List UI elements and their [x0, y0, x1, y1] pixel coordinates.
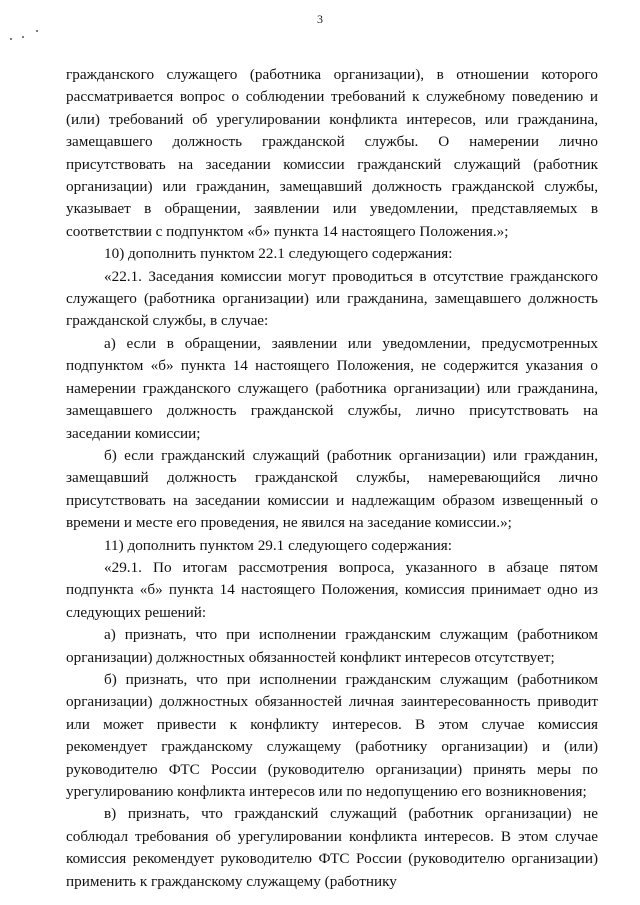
paragraph-29-1-v: в) признать, что гражданский служащий (работник организации) не соблюдал требования об урегулировании конфликта интересов. В этом случае комиссия рекомендует руководителю ФТС России (руководителю организации) применить к гражданскому служащему (работнику	[66, 805, 598, 890]
document-body	[66, 64, 598, 893]
paragraph-item-10: 10) дополнить пунктом 22.1 следующего содержания:	[104, 245, 453, 263]
scan-speck	[36, 30, 38, 32]
paragraph-22-1-a: а) если в обращении, заявлении или уведомлении, предусмотренных подпунктом «б» пункта 14 настоящего Положения, не содержится указания о намерении гражданского служащего (работника организации) или гражданина, замещавшего должность гражданской службы, лично присутствовать на заседании комиссии;	[66, 334, 598, 442]
paragraph-22-1-b: б) если гражданский служащий (работник организации) или гражданин, замещавший должность гражданской службы, намеревающийся лично присутствовать на заседании комиссии и надлежащим образом извещенный о времени и месте его проведения, не явился на заседание комиссии.»;	[66, 446, 598, 532]
paragraph-item-11: 11) дополнить пунктом 29.1 следующего содержания:	[104, 536, 452, 554]
page-number: 3	[317, 12, 323, 26]
paragraph-29-1-a: а) признать, что при исполнении гражданским служащим (работником организации) должностных обязанностей конфликт интересов отсутствует;	[66, 626, 598, 666]
scan-speck	[22, 36, 24, 38]
paragraph-continuation: гражданского служащего (работника организации), в отношении которого рассматривается вопрос о соблюдении требований к служебному поведению и (или) требований об урегулировании конфликта интересов, или гражданина, замещавшего должность гражданской службы. О намерении лично присутствовать на заседании комиссии гражданский служащий (работник организации) или гражданин, замещавший должность гражданской службы, указывает в обращении, заявлении или уведомлении, представляемых в соответствии с подпунктом «б» пункта 14 настоящего Положения.»;	[66, 66, 598, 240]
paragraph-29-1: «29.1. По итогам рассмотрения вопроса, указанного в абзаце пятом подпункта «б» пункта 14 настоящего Положения, комиссия принимает одно из следующих решений:	[66, 558, 598, 621]
paragraph-22-1: «22.1. Заседания комиссии могут проводиться в отсутствие гражданского служащего (работника организации) или гражданина, замещавшего должность гражданской службы, в случае:	[66, 267, 598, 330]
scan-speck	[10, 38, 12, 40]
paragraph-29-1-b: б) признать, что при исполнении гражданским служащим (работником организации) должностных обязанностей личная заинтересованность приводит или может привести к конфликту интересов. В этом случае комиссия рекомендует гражданскому служащему (работнику организации) и (или) руководителю ФТС России (руководителю организации) принять меры по урегулированию конфликта интересов или по недопущению его возникновения;	[66, 670, 598, 800]
